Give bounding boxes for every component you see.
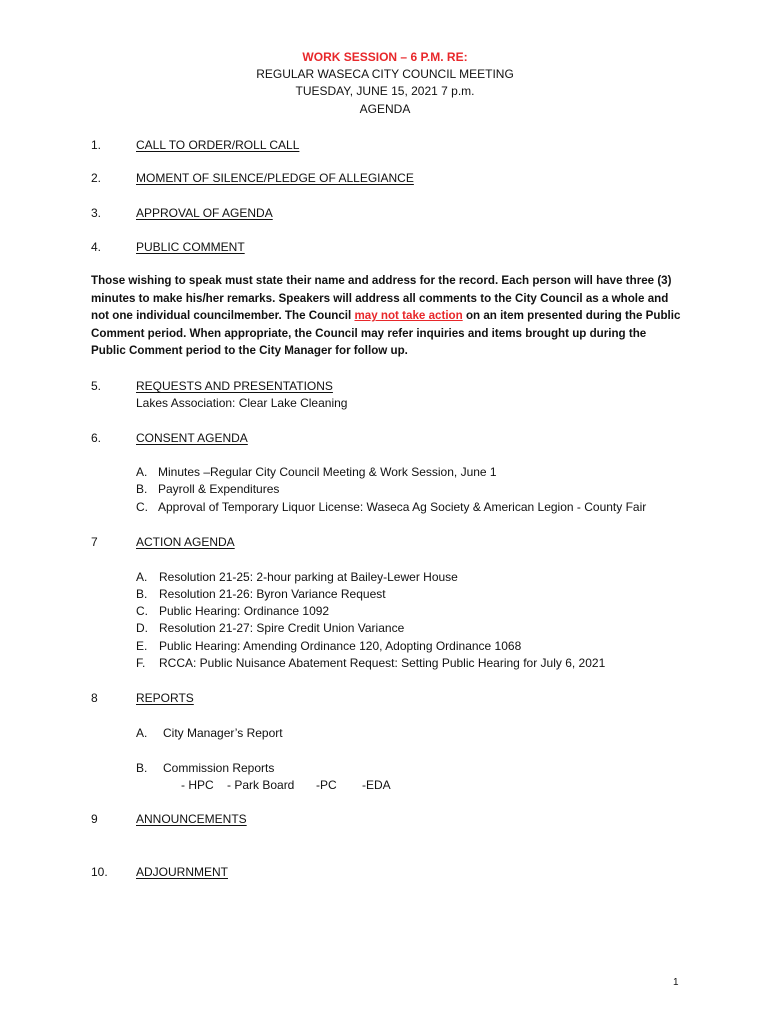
- item-7a-text: Resolution 21-25: 2-hour parking at Bailey-Lewer House: [159, 570, 458, 584]
- item-7f-text: RCCA: Public Nuisance Abatement Request: Setting Public Hearing for July 6, 2021: [159, 656, 606, 670]
- meeting-title: REGULAR WASECA CITY COUNCIL MEETING: [256, 67, 514, 81]
- item-4-number: 4.: [91, 240, 102, 254]
- item-9-title: ANNOUNCEMENTS: [136, 812, 247, 826]
- item-5-number: 5.: [91, 379, 102, 393]
- item-2-title: MOMENT OF SILENCE/PLEDGE OF ALLEGIANCE: [136, 171, 414, 185]
- item-8a-text: City Manager’s Report: [163, 726, 283, 740]
- commission-eda: -EDA: [362, 778, 391, 792]
- commission-pc: -PC: [316, 778, 337, 792]
- item-1-title: CALL TO ORDER/ROLL CALL: [136, 138, 300, 152]
- item-7f-letter: F.: [136, 656, 146, 670]
- meeting-date: TUESDAY, JUNE 15, 2021 7 p.m.: [295, 84, 475, 98]
- item-3-title: APPROVAL OF AGENDA: [136, 206, 273, 220]
- item-7c-letter: C.: [136, 604, 148, 618]
- item-7e-letter: E.: [136, 639, 148, 653]
- item-6c-letter: C.: [136, 500, 148, 514]
- item-3-number: 3.: [91, 206, 102, 220]
- item-7-number: 7: [91, 535, 98, 549]
- item-7d-text: Resolution 21-27: Spire Credit Union Variance: [159, 621, 405, 635]
- item-7c-text: Public Hearing: Ordinance 1092: [159, 604, 330, 618]
- item-8a-letter: A.: [136, 726, 148, 740]
- item-7a-letter: A.: [136, 570, 148, 584]
- agenda-title: AGENDA: [359, 102, 411, 116]
- item-2-number: 2.: [91, 171, 102, 185]
- item-8b-letter: B.: [136, 761, 148, 775]
- work-session-heading: WORK SESSION – 6 P.M. RE:: [302, 50, 468, 64]
- item-9-number: 9: [91, 812, 98, 826]
- item-6-title: CONSENT AGENDA: [136, 431, 248, 445]
- item-10-number: 10.: [91, 865, 108, 879]
- item-8-number: 8: [91, 691, 98, 705]
- item-4-title: PUBLIC COMMENT: [136, 240, 245, 254]
- item-6-number: 6.: [91, 431, 102, 445]
- item-6a-letter: A.: [136, 465, 148, 479]
- item-7b-text: Resolution 21-26: Byron Variance Request: [159, 587, 386, 601]
- public-comment-text-before: Those wishing to speak must state their name and address for the record. Each person will have three (3) minutes to make his/her remarks. Speakers will address all comments to the City Council as a whole and not one individual councilmember. The Council: [91, 274, 672, 323]
- item-5-detail: Lakes Association: Clear Lake Cleaning: [136, 396, 348, 410]
- page-number: 1: [673, 977, 679, 988]
- item-7e-text: Public Hearing: Amending Ordinance 120, Adopting Ordinance 1068: [159, 639, 522, 653]
- item-7b-letter: B.: [136, 587, 148, 601]
- item-10-title: ADJOURNMENT: [136, 865, 228, 879]
- commission-park-board: - Park Board: [227, 778, 295, 792]
- item-6b-text: Payroll & Expenditures: [158, 482, 280, 496]
- item-6c-text: Approval of Temporary Liquor License: Waseca Ag Society & American Legion - County Fair: [158, 500, 647, 514]
- commission-hpc: - HPC: [181, 778, 214, 792]
- item-7-title: ACTION AGENDA: [136, 535, 235, 549]
- may-not-take-action-highlight: may not take action: [354, 309, 463, 323]
- item-5-title: REQUESTS AND PRESENTATIONS: [136, 379, 333, 393]
- item-6b-letter: B.: [136, 482, 148, 496]
- public-comment-text-after: on an item presented during the Public Comment period. When appropriate, the Council may refer inquiries and items brought up during the Public Comment period to the City Manager for follow up.: [91, 309, 681, 358]
- item-8b-text: Commission Reports: [163, 761, 275, 775]
- public-comment-paragraph: [91, 272, 681, 360]
- item-6a-text: Minutes –Regular City Council Meeting & Work Session, June 1: [158, 465, 497, 479]
- item-8-title: REPORTS: [136, 691, 194, 705]
- item-7d-letter: D.: [136, 621, 148, 635]
- item-1-number: 1.: [91, 138, 102, 152]
